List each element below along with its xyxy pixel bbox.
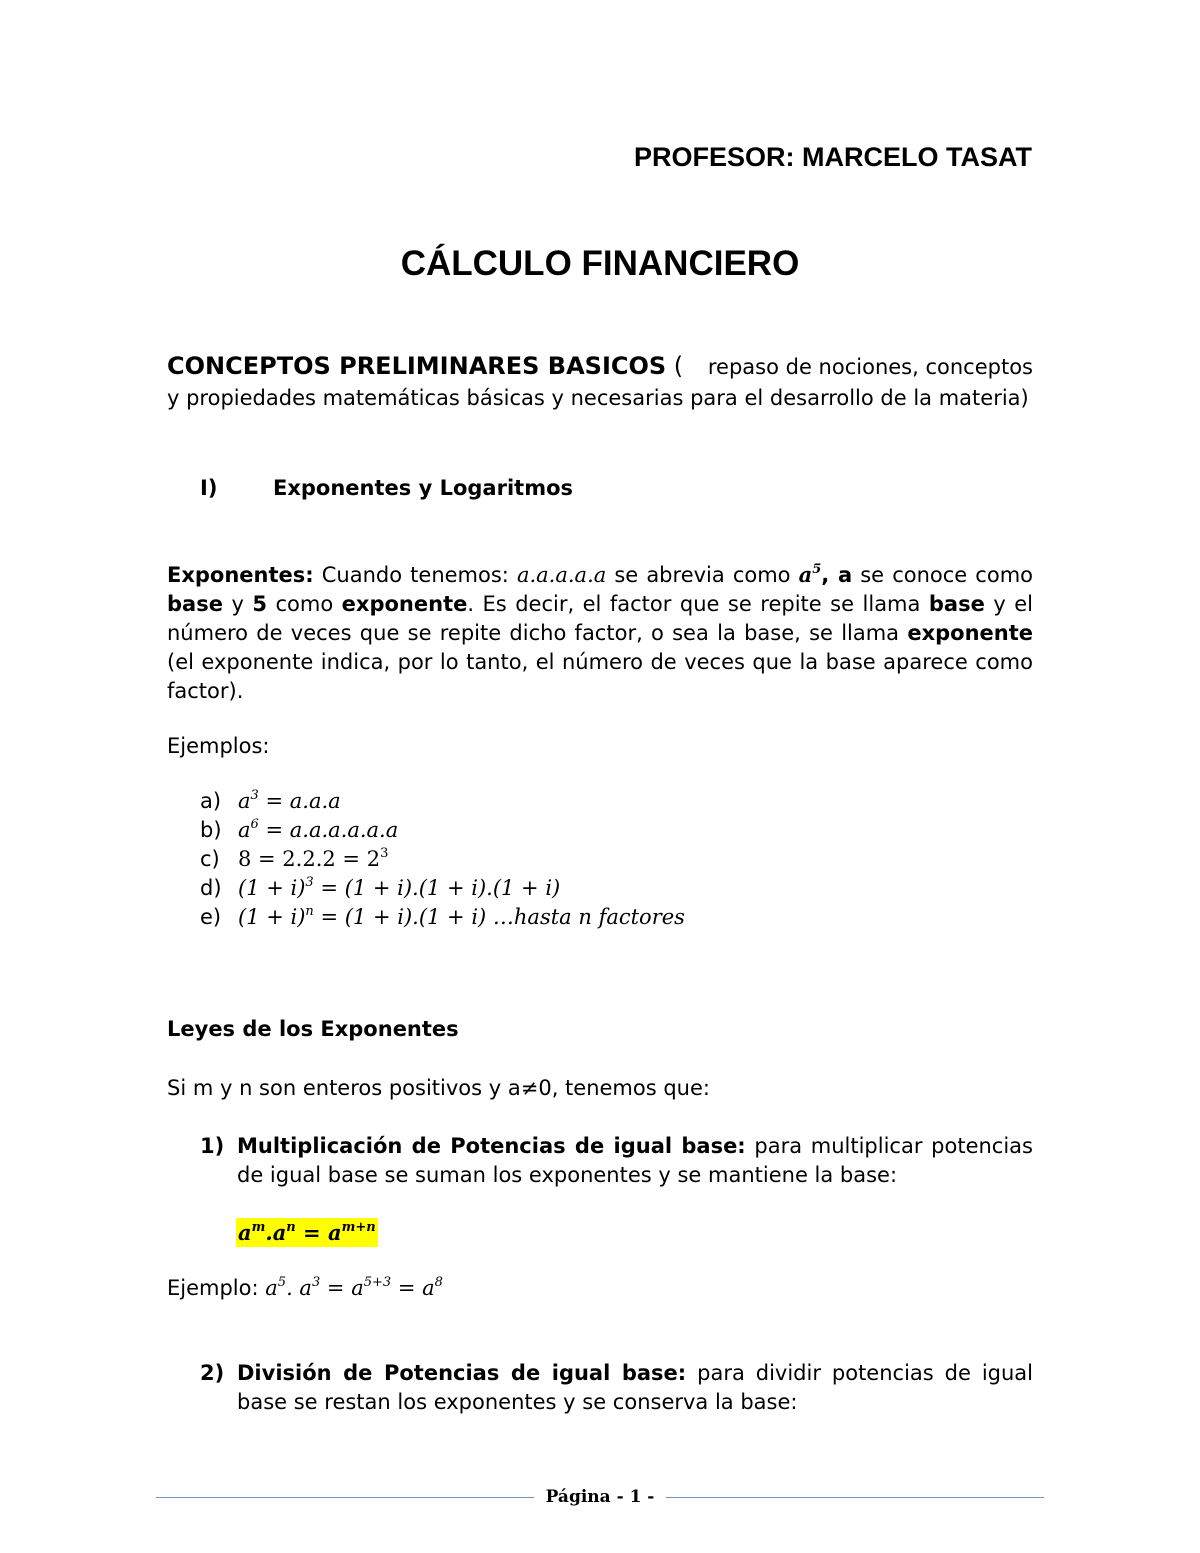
law1-text: para multiplicar potencias de igual base se suman los exponentes y se mantiene la base: xyxy=(237,1134,1033,1187)
exponentes-bold: a xyxy=(837,563,853,587)
ejemplo1 xyxy=(167,1274,443,1303)
exponentes-text: , xyxy=(821,563,838,587)
ejemplo1-label: Ejemplo: xyxy=(167,1276,266,1300)
professor-header: PROFESOR: MARCELO TASAT xyxy=(634,142,1032,172)
law2-number: 2) xyxy=(200,1361,225,1385)
example-item: d) $(1 + i)^3 = (1 + i).(1 + i).(1 + i)$ xyxy=(200,874,560,903)
exponentes-text: y xyxy=(222,592,253,616)
law1-title: Multiplicación de Potencias de igual base: xyxy=(237,1134,746,1158)
exponentes-bold: exponente xyxy=(341,592,468,616)
law2-title: División de Potencias de igual base: xyxy=(237,1361,687,1385)
page-number: Página - 1 - xyxy=(545,1487,655,1507)
document-title: CÁLCULO FINANCIERO xyxy=(400,244,800,283)
example-label: e) xyxy=(200,905,222,929)
example-label: b) xyxy=(200,818,222,842)
exponentes-bold: base xyxy=(167,592,223,616)
concepts-paren-open: ( xyxy=(666,352,684,380)
exponentes-bold: base xyxy=(928,592,985,616)
concepts-paren-text-2: y propiedades matemáticas básicas y necesarias para el desarrollo de la materia) xyxy=(167,386,1029,410)
example-label: d) xyxy=(200,876,222,900)
example-item: c) $8 = 2.2.2 = 2^3$ xyxy=(200,845,388,874)
example-item: a) $a^3 = a.a.a$ xyxy=(200,787,341,816)
concepts-paren-text-1: repaso de nociones, conceptos xyxy=(707,355,1033,379)
exponentes-text: Cuando tenemos: xyxy=(313,563,517,587)
law2-text: para dividir potencias de igual base se restan los exponentes y se conserva la base: xyxy=(237,1361,1033,1414)
exponentes-text: (el exponente indica, por lo tanto, el número de veces que la base aparece como factor). xyxy=(167,650,1033,703)
exponentes-text: como xyxy=(266,592,342,616)
concepts-heading: CONCEPTOS PRELIMINARES BASICOS xyxy=(167,352,667,380)
law2-paragraph xyxy=(237,1359,1033,1417)
concepts-paragraph xyxy=(167,352,1033,413)
exponentes-bold: 5 xyxy=(252,592,267,616)
leyes-intro: Si m y n son enteros positivos y a≠0, tenemos que: xyxy=(167,1076,710,1100)
law1-formula xyxy=(236,1218,378,1248)
law1-number: 1) xyxy=(200,1134,225,1158)
leyes-heading: Leyes de los Exponentes xyxy=(167,1017,459,1041)
math-aaaaa: a.a.a.a.a xyxy=(516,563,607,587)
section-number: I) xyxy=(200,476,218,500)
law1-formula-highlight: $a^m.a^n = a^{m+n}$ xyxy=(238,1220,376,1245)
exponentes-text: y el número de veces que se repite dicho factor, o sea la base, se llama xyxy=(167,592,1033,645)
footer-rule-right xyxy=(666,1497,1044,1498)
ejemplos-label: Ejemplos: xyxy=(167,734,270,758)
exponentes-text: se abrevia como xyxy=(606,563,799,587)
exponentes-text: . Es decir, el factor que se repite se llama xyxy=(467,592,929,616)
footer-rule-left xyxy=(156,1497,534,1498)
example-label: a) xyxy=(200,789,222,813)
example-item: e) $(1 + i)^n = (1 + i).(1 + i)$ …hasta n factores xyxy=(200,903,685,932)
exponentes-paragraph xyxy=(167,560,1033,706)
ejemplo1-math: $a^5$. $a^3 = a^{5+3} = a^8$ xyxy=(265,1275,443,1300)
exponentes-bold: exponente xyxy=(907,621,1033,645)
exponentes-label: Exponentes: xyxy=(167,563,314,587)
section-title: Exponentes y Logaritmos xyxy=(273,476,573,500)
math-a5: $a^5$ xyxy=(798,562,822,587)
example-item: b) $a^6 = a.a.a.a.a.a$ xyxy=(200,816,398,845)
example-label: c) xyxy=(200,847,220,871)
law1-paragraph xyxy=(237,1132,1033,1190)
exponentes-text: se conoce como xyxy=(852,563,1033,587)
